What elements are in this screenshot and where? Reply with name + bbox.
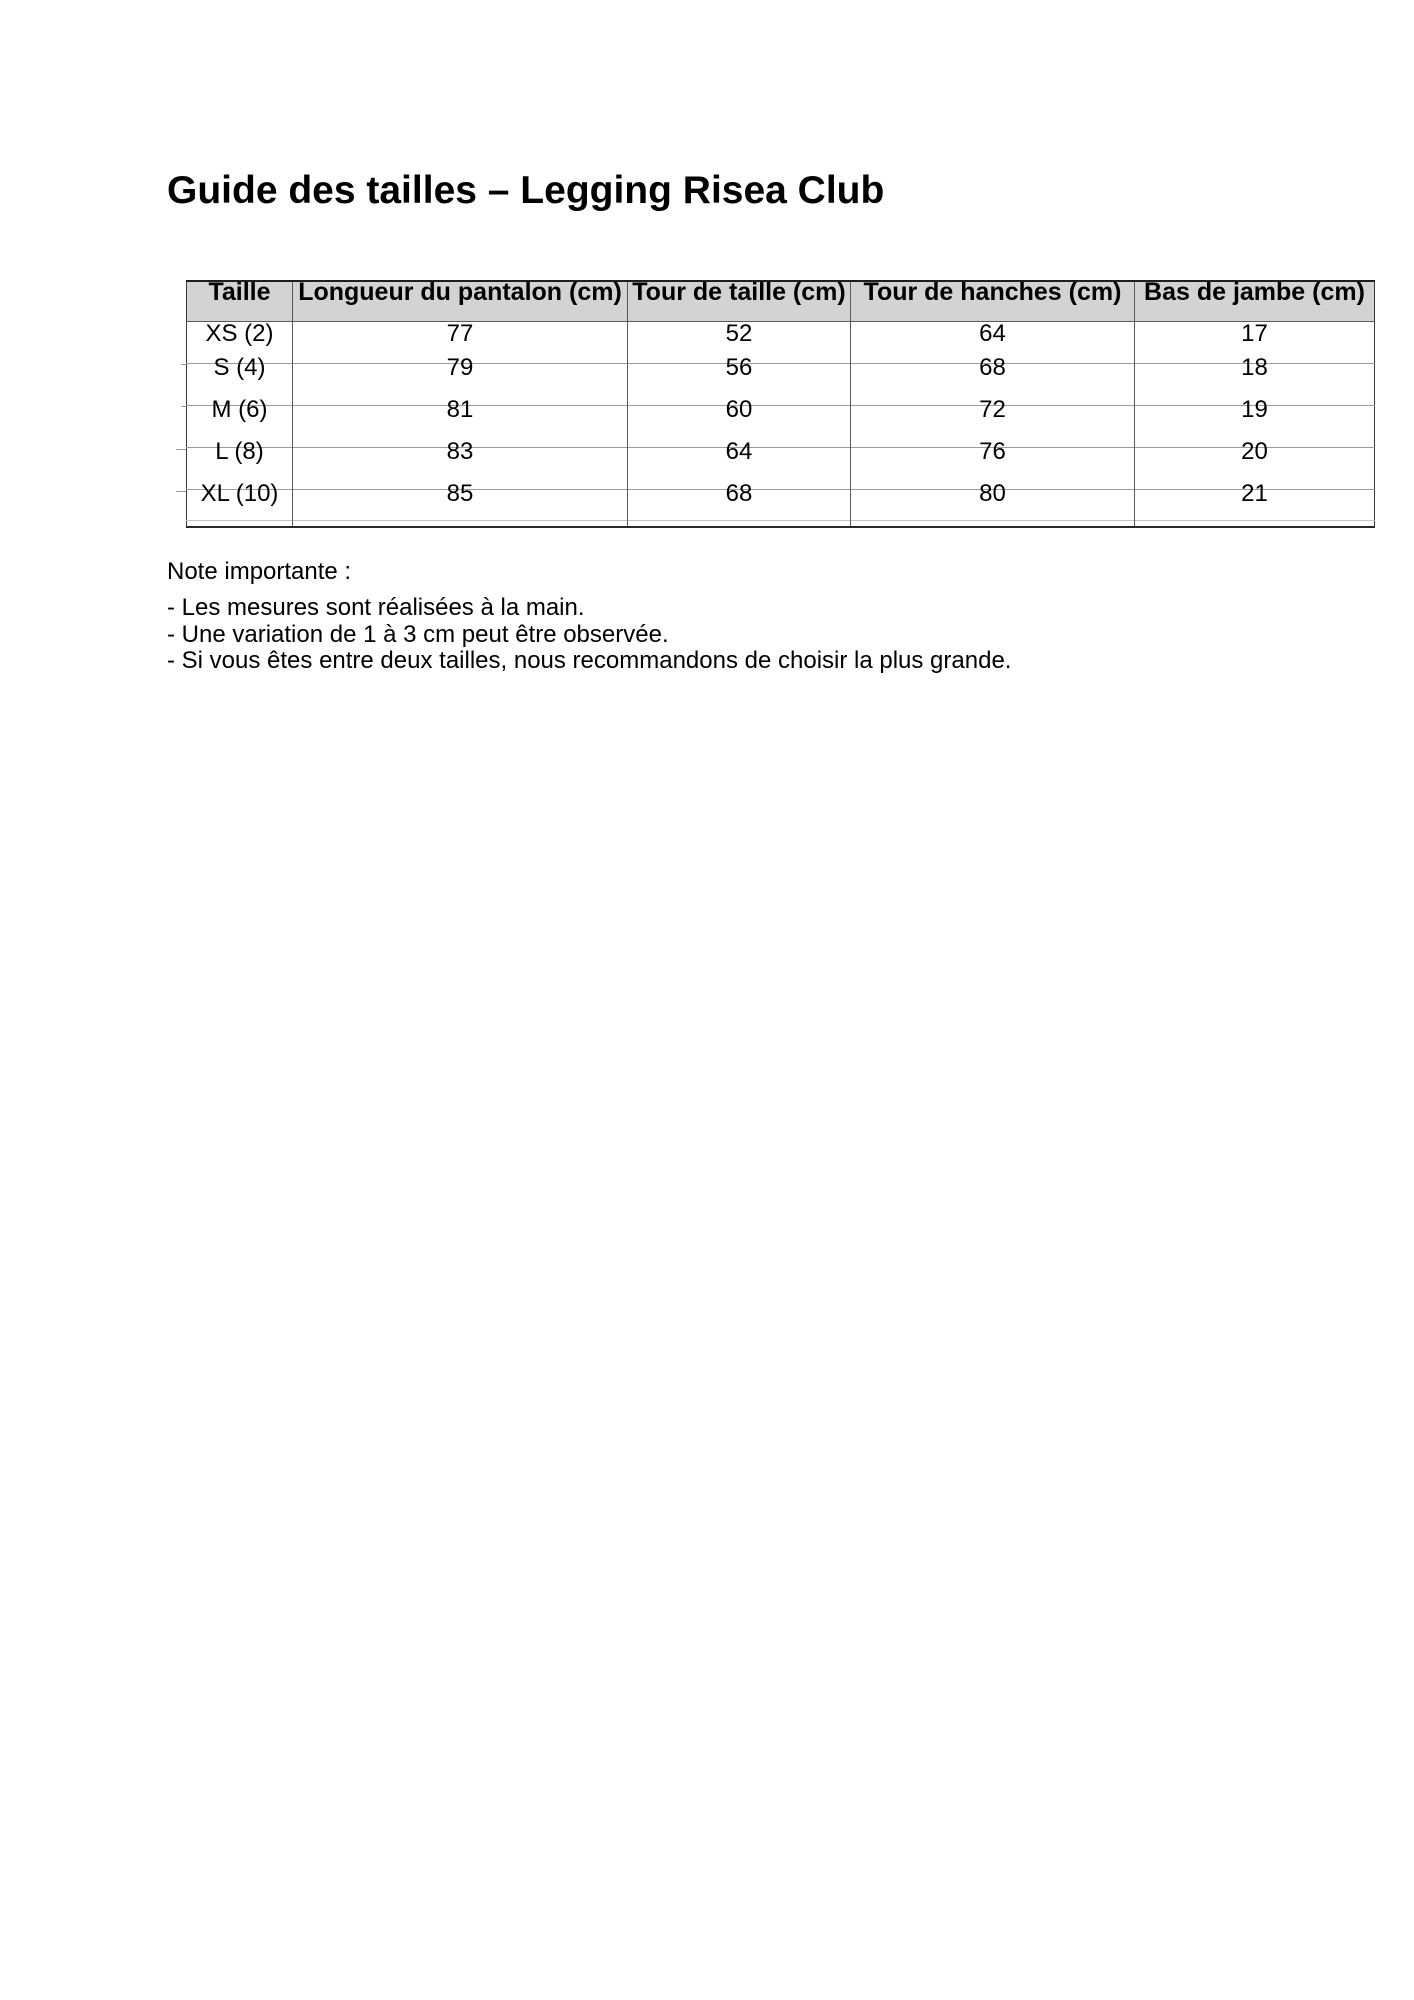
cell-text: S (4) <box>213 354 266 381</box>
note-line-measures: - Les mesures sont réalisées à la main. <box>167 594 585 621</box>
page-title: Guide des tailles – Legging Risea Club <box>167 169 885 212</box>
cell-tour-taille <box>628 480 851 521</box>
cell-text: 79 <box>446 354 474 381</box>
cell-text: 85 <box>446 480 474 507</box>
row-line-stub <box>181 406 186 407</box>
table-spacer-row <box>187 521 1375 527</box>
cell-text: XL (10) <box>200 480 279 507</box>
cell-longueur <box>293 480 628 521</box>
size-guide-table <box>186 280 1375 528</box>
cell-text: 18 <box>1241 354 1268 381</box>
note-line-sizing: - Si vous êtes entre deux tailles, nous recommandons de choisir la plus grande. <box>167 647 1012 674</box>
cell-taille <box>187 480 293 521</box>
table-body <box>187 322 1375 527</box>
cell-text: 19 <box>1241 396 1268 423</box>
row-line-stub <box>181 364 186 365</box>
cell-text: 83 <box>446 438 474 465</box>
note-list <box>167 595 1011 675</box>
cell-bas-jambe <box>1135 480 1375 521</box>
cell-text: 64 <box>725 438 753 465</box>
cell-text: 72 <box>979 396 1006 423</box>
cell-text: 20 <box>1241 438 1268 465</box>
cell-text: 56 <box>725 354 753 381</box>
note-line-variation: - Une variation de 1 à 3 cm peut être observée. <box>167 620 669 648</box>
cell-text: 76 <box>979 438 1006 465</box>
cell-text: 68 <box>725 480 753 507</box>
column-header-taille: Taille <box>187 281 293 322</box>
table-header <box>187 278 1375 322</box>
cell-text: 17 <box>1241 320 1268 347</box>
cell-text: XS (2) <box>205 320 274 347</box>
cell-text: 21 <box>1241 480 1268 507</box>
row-line-stub <box>176 449 186 450</box>
cell-text: 81 <box>446 396 474 423</box>
cell-text: 60 <box>725 396 753 423</box>
cell-tour-hanches <box>851 480 1135 521</box>
cell-text: 80 <box>979 480 1006 507</box>
table-row-xl <box>187 490 1375 521</box>
column-header-tour-taille: Tour de taille (cm) <box>628 281 851 322</box>
cell-text: 68 <box>979 354 1006 381</box>
cell-text: 64 <box>979 320 1006 347</box>
column-header-bas-jambe: Bas de jambe (cm) <box>1135 281 1375 322</box>
cell-text: M (6) <box>211 396 268 423</box>
table-header-row <box>187 281 1375 322</box>
cell-text: 77 <box>446 320 474 347</box>
note-heading: Note importante : <box>167 558 352 585</box>
cell-text: L (8) <box>215 438 264 465</box>
column-header-longueur-pantalon: Longueur du pantalon (cm) <box>293 281 628 322</box>
cell-text: 52 <box>725 320 753 347</box>
row-line-stub <box>176 491 186 492</box>
column-header-tour-hanches: Tour de hanches (cm) <box>851 281 1135 322</box>
